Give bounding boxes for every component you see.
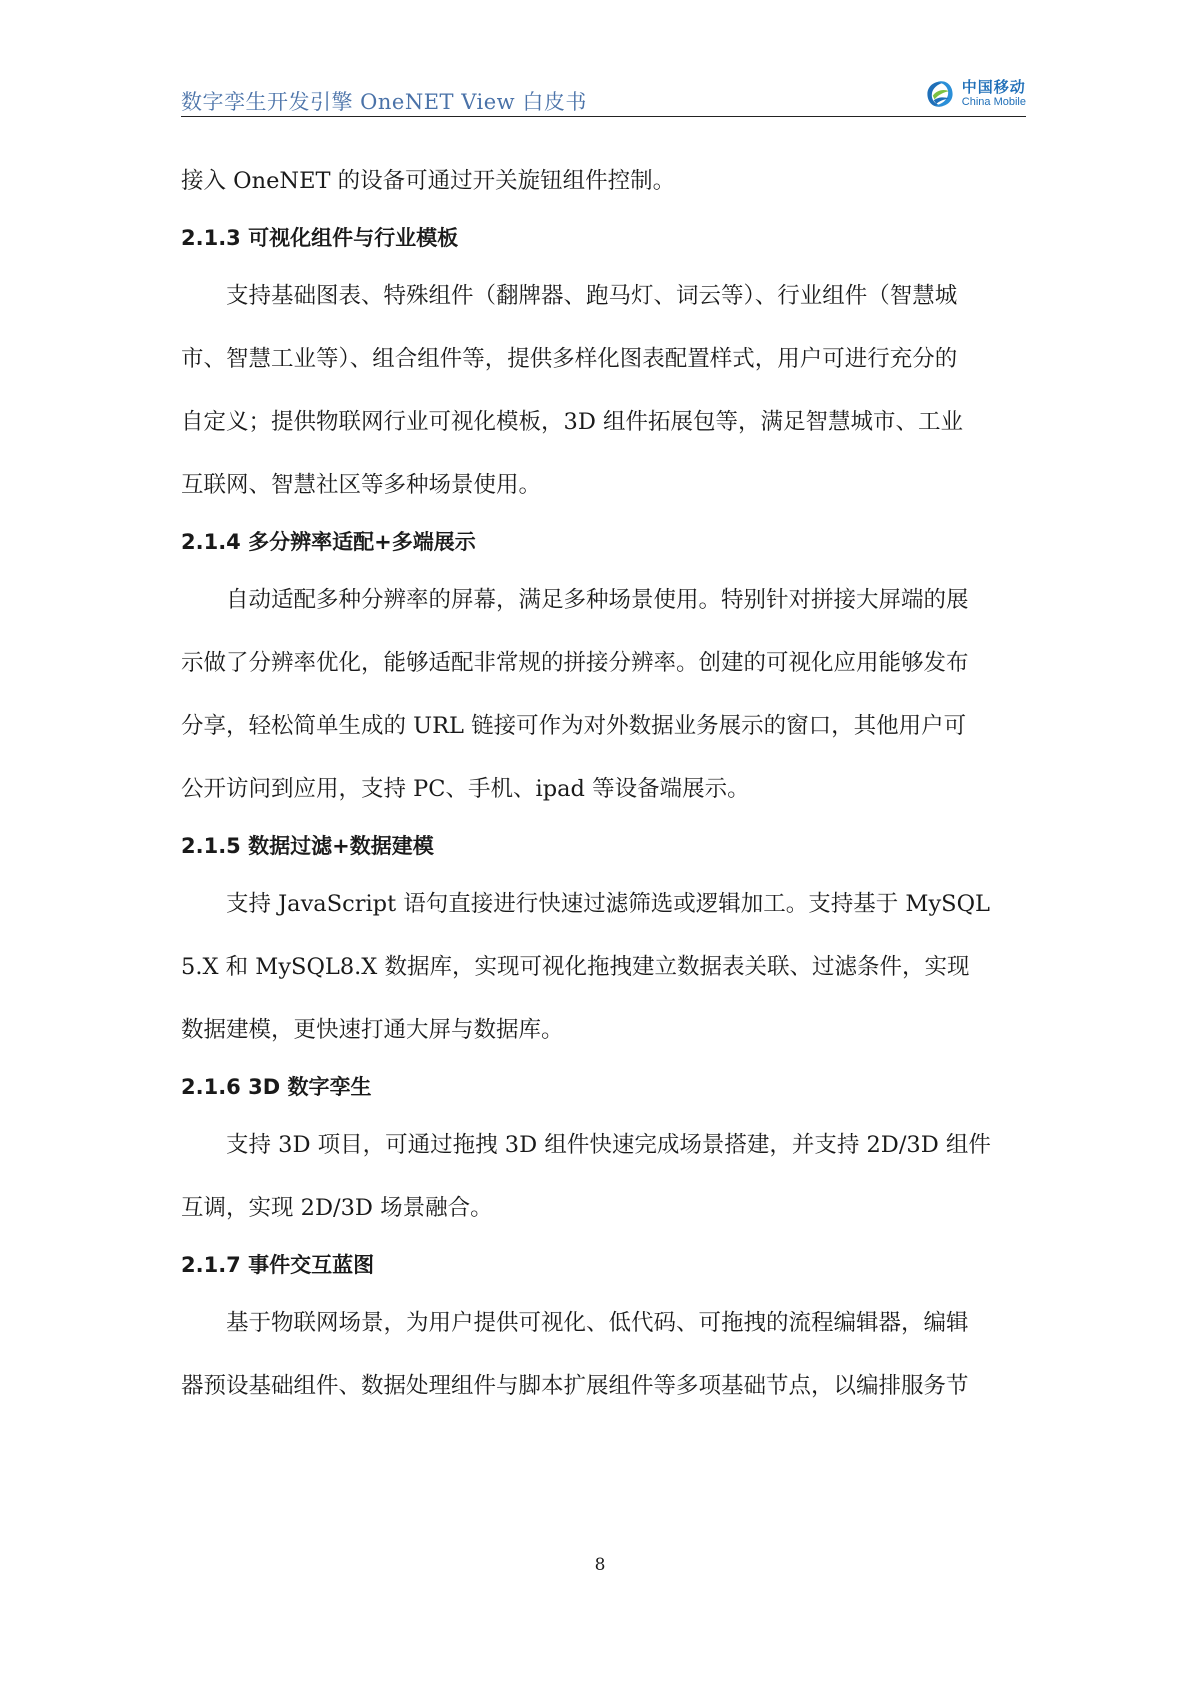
logo-text-en: China Mobile [961, 96, 1026, 108]
section-heading: 2.1.5 数据过滤+数据建模 [181, 834, 434, 858]
paragraph-line: 支持 3D 项目，可通过拖拽 3D 组件快速完成场景搭建，并支持 2D/3D 组件 [226, 1132, 991, 1158]
section-2-1-5 [181, 831, 1026, 1062]
section-heading: 2.1.3 可视化组件与行业模板 [181, 226, 459, 250]
paragraph-line: 自定义；提供物联网行业可视化模板，3D 组件拓展包等，满足智慧城市、工业 [181, 409, 964, 435]
paragraph-line: 支持基础图表、特殊组件（翻牌器、跑马灯、词云等）、行业组件（智慧城 [226, 283, 958, 309]
paragraph-line: 自动适配多种分辨率的屏幕，满足多种场景使用。特别针对拼接大屏端的展 [226, 587, 969, 613]
page-content [181, 160, 1026, 1418]
section-heading: 2.1.4 多分辨率适配+多端展示 [181, 530, 476, 554]
section-2-1-4 [181, 527, 1026, 821]
section-heading: 2.1.6 3D 数字孪生 [181, 1075, 372, 1099]
paragraph-line: 分享，轻松简单生成的 URL 链接可作为对外数据业务展示的窗口，其他用户可 [181, 713, 967, 739]
section-2-1-6 [181, 1072, 1026, 1240]
page-header [181, 76, 1026, 116]
header-divider [181, 116, 1026, 117]
paragraph-line: 数据建模，更快速打通大屏与数据库。 [181, 1017, 564, 1043]
intro-line: 接入 OneNET 的设备可通过开关旋钮组件控制。 [181, 168, 676, 194]
paragraph-line: 市、智慧工业等）、组合组件等，提供多样化图表配置样式，用户可进行充分的 [181, 346, 958, 372]
section-2-1-3 [181, 223, 1026, 517]
paragraph-line: 互调，实现 2D/3D 场景融合。 [181, 1195, 493, 1221]
china-mobile-logo [922, 76, 1026, 112]
paragraph-line: 公开访问到应用，支持 PC、手机、ipad 等设备端展示。 [181, 776, 750, 802]
logo-text-cn: 中国移动 [961, 78, 1026, 96]
paragraph-line: 示做了分辨率优化，能够适配非常规的拼接分辨率。创建的可视化应用能够发布 [181, 650, 969, 676]
paragraph-line: 基于物联网场景，为用户提供可视化、低代码、可拖拽的流程编辑器，编辑 [226, 1310, 969, 1336]
paragraph-line: 互联网、智慧社区等多种场景使用。 [181, 472, 542, 498]
section-2-1-7 [181, 1250, 1026, 1418]
document-title: 数字孪生开发引擎 OneNET View 白皮书 [181, 90, 587, 114]
paragraph-line: 器预设基础组件、数据处理组件与脚本扩展组件等多项基础节点，以编排服务节 [181, 1373, 969, 1399]
paragraph-line: 5.X 和 MySQL8.X 数据库，实现可视化拖拽建立数据表关联、过滤条件，实现 [181, 954, 970, 980]
section-heading: 2.1.7 事件交互蓝图 [181, 1253, 375, 1277]
page-number: 8 [594, 1555, 606, 1575]
china-mobile-logo-icon [922, 76, 958, 112]
paragraph-line: 支持 JavaScript 语句直接进行快速过滤筛选或逻辑加工。支持基于 MySQL [226, 891, 990, 917]
